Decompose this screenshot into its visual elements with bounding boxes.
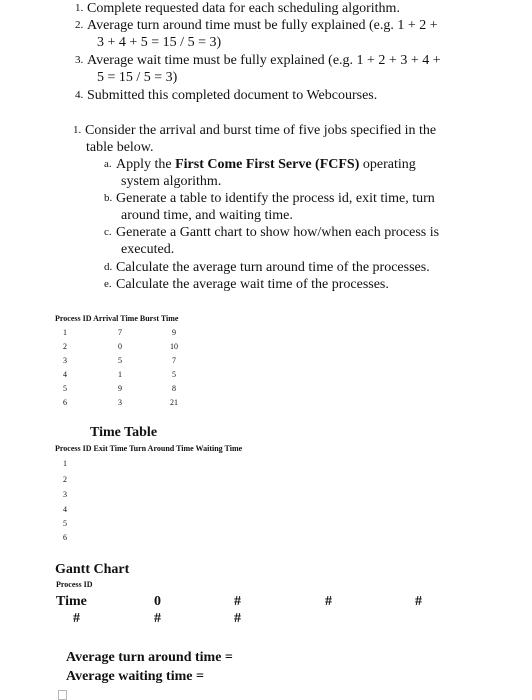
subitem-b-letter: b. bbox=[104, 192, 113, 204]
subitem-c-text-line1: Generate a Gantt chart to show how/when each process is bbox=[116, 225, 440, 240]
req-3-text-line2: 5 = 15 / 5 = 3) bbox=[97, 70, 178, 85]
arrival-time-cell: 1 bbox=[118, 370, 122, 379]
arrival-time-cell: 3 bbox=[118, 398, 122, 407]
subitem-b-text-line2: around time, and waiting time. bbox=[121, 208, 293, 223]
burst-time-cell: 5 bbox=[172, 370, 176, 379]
gantt-chart-title: Gantt Chart bbox=[55, 562, 130, 577]
time-table-process-id: 4 bbox=[63, 505, 67, 514]
gantt-time-value: 0 bbox=[154, 594, 161, 609]
time-table-process-id: 3 bbox=[63, 490, 67, 499]
req-3-text-line1: Average wait time must be fully explained (e.g. 1 + 2 + 3 + 4 + bbox=[87, 53, 441, 68]
arrival-time-cell: 0 bbox=[118, 342, 122, 351]
gantt-time-value: # bbox=[234, 594, 241, 609]
req-1-number: 1. bbox=[75, 2, 84, 14]
task-number: 1. bbox=[73, 124, 82, 136]
process-id-cell: 2 bbox=[63, 342, 67, 351]
time-table-process-id: 1 bbox=[63, 459, 67, 468]
arrival-time-cell: 9 bbox=[118, 384, 122, 393]
burst-time-cell: 8 bbox=[172, 384, 176, 393]
subitem-d-text: Calculate the average turn around time of the processes. bbox=[116, 260, 430, 275]
gantt-process-placeholder: # bbox=[154, 611, 161, 626]
subitem-c-letter: c. bbox=[104, 226, 112, 238]
burst-time-cell: 9 bbox=[172, 328, 176, 337]
time-table-process-id: 2 bbox=[63, 475, 67, 484]
req-4-number: 4. bbox=[75, 89, 84, 101]
process-id-cell: 5 bbox=[63, 384, 67, 393]
process-id-cell: 6 bbox=[63, 398, 67, 407]
req-1-text: Complete requested data for each scheduling algorithm. bbox=[87, 1, 400, 16]
arrival-time-cell: 7 bbox=[118, 328, 122, 337]
gantt-process-placeholder: # bbox=[234, 611, 241, 626]
req-2-text-line1: Average turn around time must be fully explained (e.g. 1 + 2 + bbox=[87, 18, 438, 33]
gantt-process-placeholder: # bbox=[73, 611, 80, 626]
subitem-e-letter: e. bbox=[104, 278, 112, 290]
process-id-cell: 3 bbox=[63, 356, 67, 365]
task-text-line2: table below. bbox=[86, 140, 154, 155]
process-id-cell: 4 bbox=[63, 370, 67, 379]
req-2-text-line2: 3 + 4 + 5 = 15 / 5 = 3) bbox=[97, 35, 222, 50]
subitem-d-letter: d. bbox=[104, 261, 113, 273]
process-table-header: Process ID Arrival Time Burst Time bbox=[55, 314, 179, 323]
req-3-number: 3. bbox=[75, 54, 84, 66]
gantt-process-id-label: Process ID bbox=[56, 580, 93, 589]
subitem-a-text-line2: system algorithm. bbox=[121, 174, 222, 189]
process-id-cell: 1 bbox=[63, 328, 67, 337]
placeholder-box bbox=[58, 690, 67, 700]
average-waiting-label: Average waiting time = bbox=[66, 669, 204, 684]
average-turnaround-label: Average turn around time = bbox=[66, 650, 233, 665]
gantt-time-value: # bbox=[415, 594, 422, 609]
subitem-c-text-line2: executed. bbox=[121, 242, 175, 257]
subitem-a-text: Apply the First Come First Serve (FCFS) operating bbox=[116, 157, 416, 172]
gantt-time-label: Time bbox=[56, 594, 87, 609]
time-table-process-id: 5 bbox=[63, 519, 67, 528]
arrival-time-cell: 5 bbox=[118, 356, 122, 365]
req-4-text: Submitted this completed document to Webcourses. bbox=[87, 88, 378, 103]
time-table-title: Time Table bbox=[90, 425, 158, 440]
time-table-header: Process ID Exit Time Turn Around Time Waiting Time bbox=[55, 444, 243, 453]
task-text-line1: Consider the arrival and burst time of five jobs specified in the bbox=[85, 123, 437, 138]
subitem-a-letter: a. bbox=[104, 158, 112, 170]
gantt-time-value: # bbox=[325, 594, 332, 609]
subitem-b-text-line1: Generate a table to identify the process id, exit time, turn bbox=[116, 191, 435, 206]
time-table-process-id: 6 bbox=[63, 533, 67, 542]
burst-time-cell: 7 bbox=[172, 356, 176, 365]
burst-time-cell: 21 bbox=[170, 398, 178, 407]
subitem-e-text: Calculate the average wait time of the processes. bbox=[116, 277, 389, 292]
req-2-number: 2. bbox=[75, 19, 84, 31]
burst-time-cell: 10 bbox=[170, 342, 178, 351]
